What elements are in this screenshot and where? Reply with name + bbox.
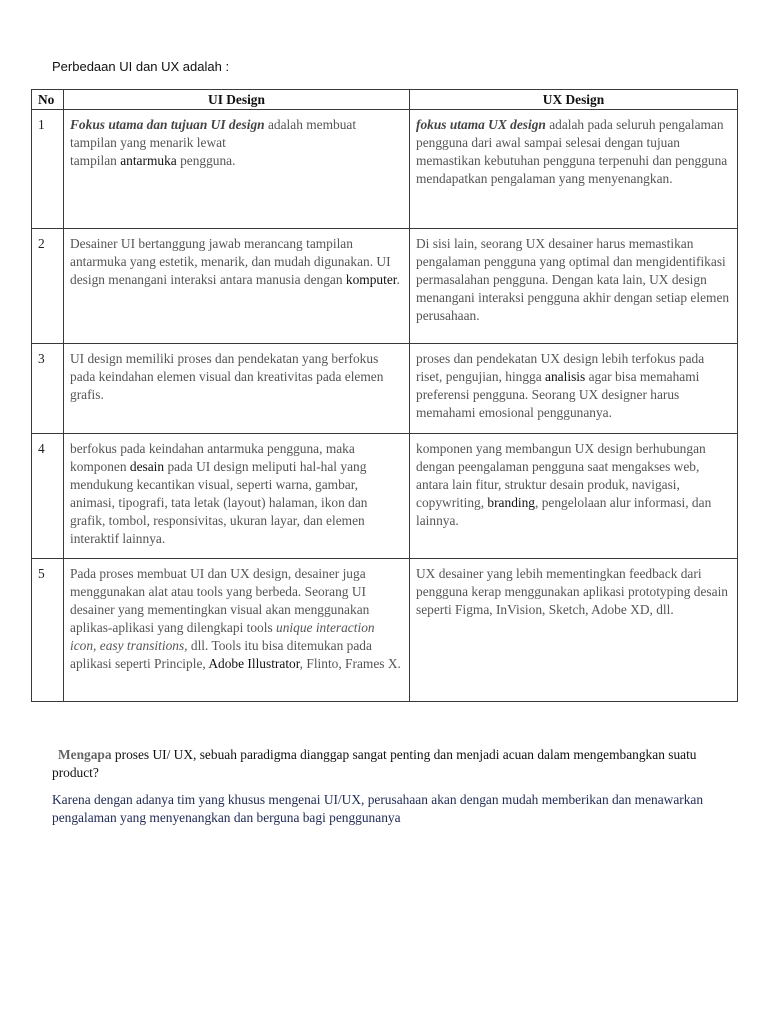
table-row (32, 559, 738, 702)
table-row (32, 229, 738, 344)
question-lead: Mengapa (58, 747, 112, 762)
header-no: No (32, 90, 64, 110)
ux-cell: fokus utama UX design adalah pada seluruh pengalaman pengguna dari awal sampai selesai dengan tujuan memastikan kebutuhan pengguna terpenuhi dan pengguna mendapatkan pengalaman yang menyenangkan. (410, 110, 738, 229)
ui-cell: UI design memiliki proses dan pendekatan yang berfokus pada keindahan elemen visual dan kreativitas pada elemen grafis. (64, 344, 410, 434)
ui-cell: berfokus pada keindahan antarmuka pengguna, maka komponen desain pada UI design meliputi hal-hal yang mendukung kecantikan visual, seperti warna, gambar, animasi, tipografi, tata letak (layout) halaman, ikon dan grafik, tombol, responsivitas, ukuran layar, dan elemen interaktif lainnya. (64, 434, 410, 559)
comparison-table (31, 89, 738, 702)
ux-cell: proses dan pendekatan UX design lebih terfokus pada riset, pengujian, hingga analisis agar bisa memahami preferensi pengguna. Seorang UX designer harus memahami emosional penggunanya. (410, 344, 738, 434)
ui-cell: Pada proses membuat UI dan UX design, desainer juga menggunakan alat atau tools yang berbeda. Seorang UI desainer yang mementingkan visual akan menggunakan aplikas-aplikasi yang dilengkapi tools unique interaction icon, easy transitions, dll. Tools itu bisa ditemukan pada aplikasi seperti Principle, Adobe Illustrator, Flinto, Frames X. (64, 559, 410, 702)
table-row (32, 110, 738, 229)
page-title: Perbedaan UI dan UX adalah : (52, 59, 230, 74)
ui-cell: Fokus utama dan tujuan UI design adalah membuat tampilan yang menarik lewat tampilan antarmuka pengguna. (64, 110, 410, 229)
table-row (32, 344, 738, 434)
ui-cell: Desainer UI bertanggung jawab merancang tampilan antarmuka yang estetik, menarik, dan mudah digunakan. UI design menangani interaksi antara manusia dengan komputer. (64, 229, 410, 344)
ux-cell: UX desainer yang lebih mementingkan feedback dari pengguna kerap menggunakan aplikasi prototyping desain seperti Figma, InVision, Sketch, Adobe XD, dll. (410, 559, 738, 702)
row-number: 2 (32, 229, 64, 344)
table-header-row (32, 90, 738, 110)
row-number: 1 (32, 110, 64, 229)
ux-cell: Di sisi lain, seorang UX desainer harus memastikan pengalaman pengguna yang optimal dan mengidentifikasi permasalahan pengguna. Dengan kata lain, UX design menangani interaksi pengguna akhir dengan setiap elemen perusahaan. (410, 229, 738, 344)
question-paragraph (52, 746, 742, 782)
answer-paragraph: Karena dengan adanya tim yang khusus mengenai UI/UX, perusahaan akan dengan mudah memberikan dan menawarkan pengalaman yang menyenangkan dan berguna bagi penggunanya (52, 792, 704, 825)
ux-cell: komponen yang membangun UX design berhubungan dengan peengalaman pengguna saat mengakses web, antara lain fitur, struktur desain produk, navigasi, copywriting, branding, pengelolaan alur informasi, dan lainnya. (410, 434, 738, 559)
row-number: 3 (32, 344, 64, 434)
header-ui-design: UI Design (64, 90, 410, 110)
row-number: 5 (32, 559, 64, 702)
table-row (32, 434, 738, 559)
question-text: proses UI/ UX, sebuah paradigma dianggap sangat penting dan menjadi acuan dalam mengembangkan suatu product? (52, 747, 697, 780)
row-number: 4 (32, 434, 64, 559)
header-ux-design: UX Design (410, 90, 738, 110)
